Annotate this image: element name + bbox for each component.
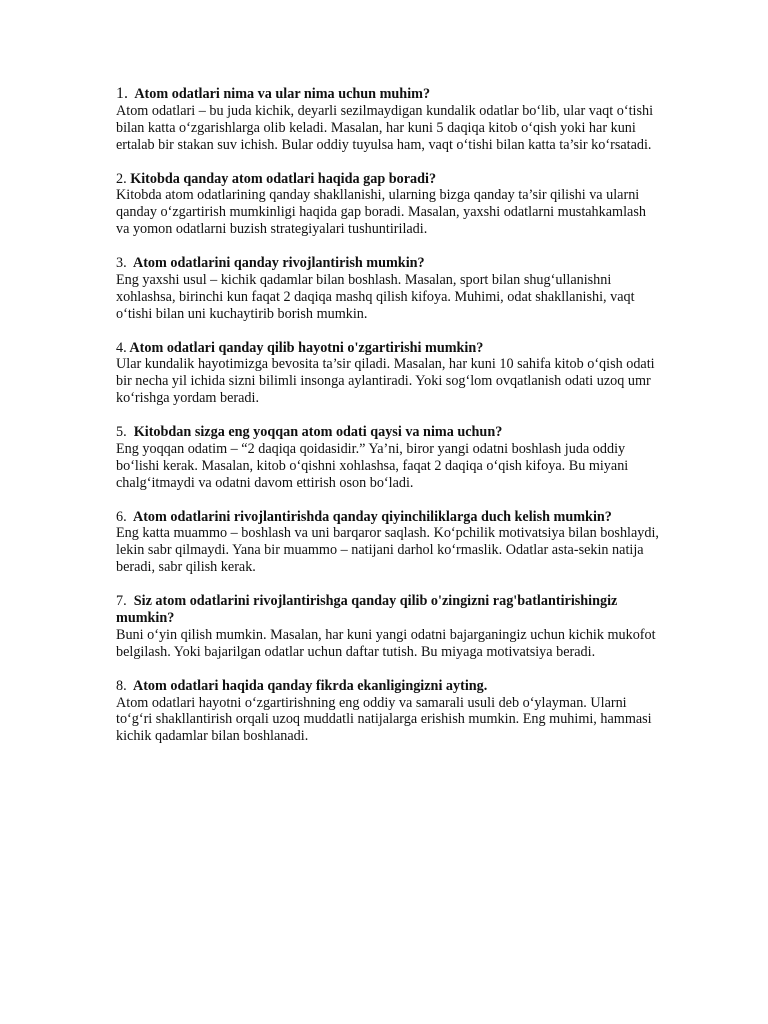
answer-text: Eng katta muammo – boshlash va uni barqaror saqlash. Ko‘pchilik motivatsiya bilan boshlaydi, lekin sabr qilmaydi. Yana bir muammo – natijani darhol ko‘rmaslik. Odatlar asta-sekin natija beradi, sabr qilish kerak. xyxy=(116,525,659,576)
answer-text: Ular kundalik hayotimizga bevosita ta’sir qiladi. Masalan, har kuni 10 sahifa kitob o‘qish odati bir necha yil ichida sizni bilimli insonga aylantiradi. Yoki sog‘lom ovqatlanish odati uzoq umr ko‘rishga yordam beradi. xyxy=(116,356,655,407)
qa-item-6 xyxy=(116,509,661,577)
question-text: Atom odatlari qanday qilib hayotni o'zgartirishi mumkin? xyxy=(129,339,484,356)
question-number: 6. xyxy=(116,508,127,525)
answer-text: Eng yoqqan odatim – “2 daqiqa qoidasidir.” Ya’ni, biror yangi odatni boshlash juda oddiy bo‘lishi kerak. Masalan, kitob o‘qishni xohlashsa, faqat 2 daqiqa o‘qish kifoya. Bu miyani chalg‘itmaydi va odatni davom ettirish oson bo‘ladi. xyxy=(116,440,629,491)
question-text: Atom odatlari nima va ular nima uchun muhim? xyxy=(134,86,431,102)
question-text: Siz atom odatlarini rivojlantirishga qanday qilib o'zingizni rag'batlantirishingiz mumkin? xyxy=(116,593,618,626)
question-number: 8. xyxy=(116,677,127,694)
answer-text: Atom odatlari hayotni o‘zgartirishning eng oddiy va samarali usuli deb o‘ylayman. Ularni to‘g‘ri shakllantirish orqali uzoq muddatli natijalarga erishish mumkin. Eng muhimi, hammasi kichik qadamlar bilan boshlanadi. xyxy=(116,694,652,745)
qa-item-2 xyxy=(116,171,661,239)
question-number: 7. xyxy=(116,593,127,610)
question-number: 1. xyxy=(116,85,128,102)
question-number: 4. xyxy=(116,339,127,356)
question-text: Kitobdan sizga eng yoqqan atom odati qaysi va nima uchun? xyxy=(133,424,503,441)
question-number: 5. xyxy=(116,424,127,441)
qa-item-5 xyxy=(116,424,661,492)
question-text: Atom odatlarini rivojlantirishda qanday qiyinchiliklarga duch kelish mumkin? xyxy=(132,508,612,525)
question-text: Kitobda qanday atom odatlari haqida gap boradi? xyxy=(130,170,437,187)
question-number: 3. xyxy=(116,255,127,272)
question-heading xyxy=(116,593,661,627)
question-heading xyxy=(116,171,661,188)
qa-item-4 xyxy=(116,340,661,408)
qa-item-7 xyxy=(116,593,661,661)
question-heading xyxy=(116,255,661,272)
answer-text: Eng yaxshi usul – kichik qadamlar bilan boshlash. Masalan, sport bilan shug‘ullanishni xohlashsa, birinchi kun faqat 2 daqiqa mashq qilish kifoya. Muhimi, odat shakllanishi, vaqt o‘tishi bilan uni kuchaytirib borish mumkin. xyxy=(116,271,635,322)
qa-item-1 xyxy=(116,86,661,154)
question-heading xyxy=(116,678,661,695)
question-heading xyxy=(116,340,661,357)
question-heading xyxy=(116,509,661,526)
qa-item-8 xyxy=(116,678,661,746)
question-heading xyxy=(116,424,661,441)
document-page xyxy=(116,86,661,762)
question-number: 2. xyxy=(116,170,127,187)
question-heading xyxy=(116,86,661,103)
answer-text: Buni o‘yin qilish mumkin. Masalan, har kuni yangi odatni bajarganingiz uchun kichik mukofot belgilash. Yoki bajarilgan odatlar uchun daftar tutish. Bu miyaga motivatsiya beradi. xyxy=(116,626,656,660)
question-text: Atom odatlarini qanday rivojlantirish mumkin? xyxy=(132,255,425,272)
answer-text: Atom odatlari – bu juda kichik, deyarli sezilmaydigan kundalik odatlar bo‘lib, ular vaqt o‘tishi bilan katta o‘zgarishlarga olib keladi. Masalan, har kuni 5 daqiqa kitob o‘qish yoki har kuni ertalab bir stakan suv ichish. Bular oddiy tuyulsa ham, vaqt o‘tishi bilan katta ta’sir ko‘rsatadi. xyxy=(116,102,654,153)
question-text: Atom odatlari haqida qanday fikrda ekanligingizni ayting. xyxy=(132,677,488,694)
answer-text: Kitobda atom odatlarining qanday shakllanishi, ularning bizga qanday ta’sir qilishi va ularni qanday o‘zgartirish mumkinligi haqida gap boradi. Masalan, yaxshi odatlarni mustahkamlash va yomon odatlarni buzish strategiyalari tushuntiriladi. xyxy=(116,187,646,238)
qa-item-3 xyxy=(116,255,661,323)
